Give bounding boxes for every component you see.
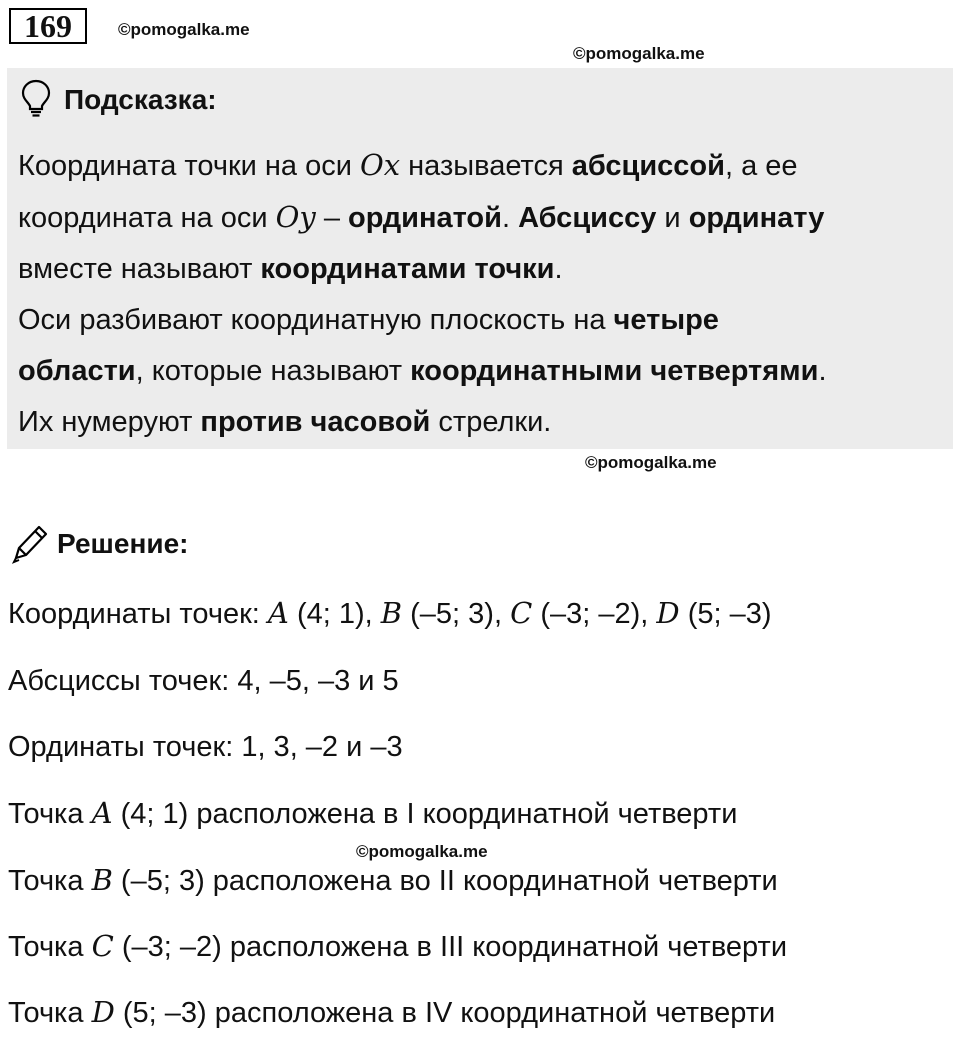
- hint-paragraph: вместе называют координатами точки.: [18, 253, 563, 285]
- abscissas-line: Абсциссы точек: 4, –5, –3 и 5: [8, 665, 399, 697]
- hint-paragraph: Их нумеруют против часовой стрелки.: [18, 406, 552, 438]
- hint-paragraph: области, которые называют координатными четвертями.: [18, 355, 827, 387]
- watermark: ©pomogalka.me: [573, 44, 705, 63]
- problem-number: 169: [9, 8, 87, 44]
- hint-paragraph: Оси разбивают координатную плоскость на четыре: [18, 304, 719, 336]
- hint-text: [18, 140, 948, 448]
- lightbulb-icon: [20, 78, 52, 118]
- ordinates-line: Ординаты точек: 1, 3, –2 и –3: [8, 731, 403, 763]
- quadrant-line-b: Точка B (–5; 3) расположена во II координатной четверти: [8, 863, 778, 897]
- quadrant-line-d: Точка D (5; –3) расположена в IV координатной четверти: [8, 995, 776, 1029]
- pencil-icon: [10, 522, 50, 564]
- quadrant-line-a: Точка A (4; 1) расположена в I координатной четверти: [8, 796, 738, 830]
- quadrant-line-c: Точка C (–3; –2) расположена в III координатной четверти: [8, 929, 788, 963]
- solution-title: Решение:: [57, 528, 189, 559]
- hint-paragraph: координата на оси Oy – ординатой. Абсциссу и ординату: [18, 200, 825, 234]
- coordinates-line: Координаты точек: A (4; 1), B (–5; 3), C (–3; –2), D (5; –3): [8, 596, 772, 630]
- hint-title: Подсказка:: [64, 84, 217, 115]
- watermark: ©pomogalka.me: [356, 842, 488, 861]
- watermark: ©pomogalka.me: [585, 453, 717, 472]
- watermark: ©pomogalka.me: [118, 20, 250, 39]
- hint-paragraph: Координата точки на оси Ox называется абсциссой, а ее: [18, 148, 798, 182]
